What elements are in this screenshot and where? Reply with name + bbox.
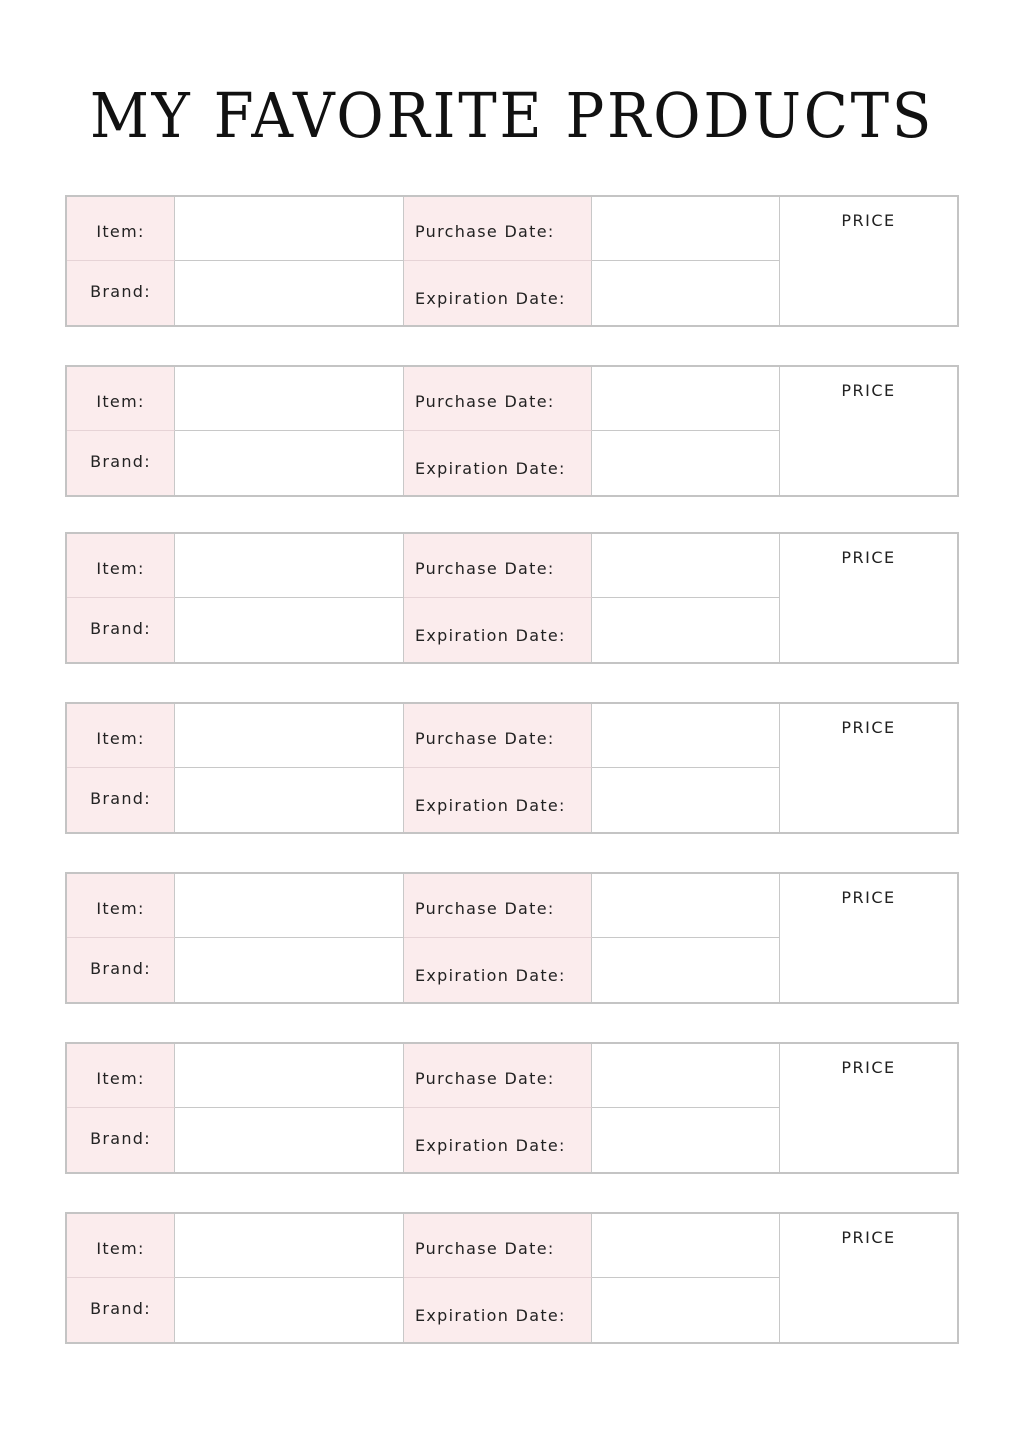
purchase-date-label: Purchase Date:	[404, 1044, 592, 1108]
item-field[interactable]	[175, 874, 404, 938]
price-field[interactable]	[780, 1214, 957, 1342]
item-label: Item:	[67, 197, 175, 261]
expiration-date-field[interactable]	[592, 431, 780, 495]
expiration-date-field[interactable]	[592, 1108, 780, 1172]
expiration-date-field[interactable]	[592, 1278, 780, 1342]
expiration-date-label: Expiration Date:	[404, 261, 592, 325]
product-entry	[65, 1042, 959, 1174]
price-label: PRICE	[841, 1058, 896, 1077]
expiration-date-label: Expiration Date:	[404, 1278, 592, 1342]
expiration-date-label: Expiration Date:	[404, 431, 592, 495]
item-field[interactable]	[175, 367, 404, 431]
product-entry	[65, 195, 959, 327]
purchase-date-field[interactable]	[592, 197, 780, 261]
purchase-date-field[interactable]	[592, 367, 780, 431]
purchase-date-field[interactable]	[592, 1044, 780, 1108]
price-label: PRICE	[841, 548, 896, 567]
item-field[interactable]	[175, 197, 404, 261]
brand-label: Brand:	[67, 1108, 175, 1172]
brand-label: Brand:	[67, 768, 175, 832]
expiration-date-label: Expiration Date:	[404, 598, 592, 662]
expiration-date-label: Expiration Date:	[404, 1108, 592, 1172]
purchase-date-label: Purchase Date:	[404, 704, 592, 768]
expiration-date-field[interactable]	[592, 768, 780, 832]
product-entries	[65, 195, 959, 1382]
price-field[interactable]	[780, 874, 957, 1002]
purchase-date-field[interactable]	[592, 1214, 780, 1278]
item-label: Item:	[67, 534, 175, 598]
expiration-date-label: Expiration Date:	[404, 768, 592, 832]
product-entry	[65, 702, 959, 834]
purchase-date-label: Purchase Date:	[404, 197, 592, 261]
brand-label: Brand:	[67, 598, 175, 662]
brand-label: Brand:	[67, 938, 175, 1002]
item-field[interactable]	[175, 1044, 404, 1108]
brand-field[interactable]	[175, 261, 404, 325]
page-title: MY FAVORITE PRODUCTS	[89, 79, 935, 152]
purchase-date-field[interactable]	[592, 704, 780, 768]
expiration-date-label: Expiration Date:	[404, 938, 592, 1002]
brand-field[interactable]	[175, 768, 404, 832]
item-label: Item:	[67, 1214, 175, 1278]
brand-field[interactable]	[175, 1108, 404, 1172]
brand-label: Brand:	[67, 1278, 175, 1342]
product-entry	[65, 365, 959, 497]
price-field[interactable]	[780, 1044, 957, 1172]
item-field[interactable]	[175, 704, 404, 768]
price-label: PRICE	[841, 1228, 896, 1247]
expiration-date-field[interactable]	[592, 598, 780, 662]
price-label: PRICE	[841, 211, 896, 230]
item-label: Item:	[67, 367, 175, 431]
purchase-date-label: Purchase Date:	[404, 1214, 592, 1278]
price-label: PRICE	[841, 718, 896, 737]
price-field[interactable]	[780, 534, 957, 662]
price-field[interactable]	[780, 367, 957, 495]
purchase-date-label: Purchase Date:	[404, 874, 592, 938]
price-field[interactable]	[780, 704, 957, 832]
purchase-date-label: Purchase Date:	[404, 534, 592, 598]
product-entry	[65, 872, 959, 1004]
product-entry	[65, 532, 959, 664]
price-label: PRICE	[841, 888, 896, 907]
brand-field[interactable]	[175, 938, 404, 1002]
brand-field[interactable]	[175, 598, 404, 662]
purchase-date-field[interactable]	[592, 534, 780, 598]
item-field[interactable]	[175, 534, 404, 598]
item-label: Item:	[67, 874, 175, 938]
expiration-date-field[interactable]	[592, 261, 780, 325]
expiration-date-field[interactable]	[592, 938, 780, 1002]
item-field[interactable]	[175, 1214, 404, 1278]
product-entry	[65, 1212, 959, 1344]
price-label: PRICE	[841, 381, 896, 400]
brand-label: Brand:	[67, 431, 175, 495]
price-field[interactable]	[780, 197, 957, 325]
item-label: Item:	[67, 704, 175, 768]
purchase-date-field[interactable]	[592, 874, 780, 938]
brand-field[interactable]	[175, 1278, 404, 1342]
item-label: Item:	[67, 1044, 175, 1108]
purchase-date-label: Purchase Date:	[404, 367, 592, 431]
brand-field[interactable]	[175, 431, 404, 495]
brand-label: Brand:	[67, 261, 175, 325]
